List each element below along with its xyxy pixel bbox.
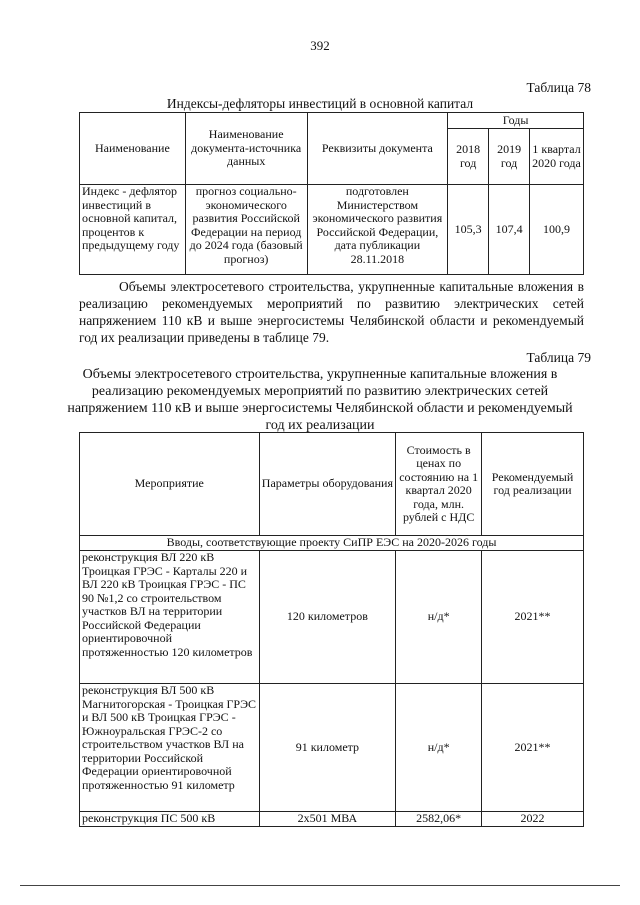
t78-header-2018: 2018 год [448, 129, 489, 185]
table-row [80, 551, 584, 684]
t79-row2-cost: н/д* [396, 684, 482, 812]
table79 [79, 432, 584, 827]
table78-label: Таблица 78 [526, 80, 591, 95]
t79-row3-params: 2х501 МВА [259, 812, 396, 827]
t79-header-year: Рекомендуемый год реализации [482, 433, 584, 536]
t78-header-years: Годы [448, 113, 584, 129]
table-row [80, 812, 584, 827]
t79-row2-year: 2021** [482, 684, 584, 812]
t78-cell-2019: 107,4 [489, 185, 530, 275]
t78-header-source: Наименование документа-источника данных [185, 113, 307, 185]
table79-label: Таблица 79 [526, 350, 591, 365]
t79-row3-year: 2022 [482, 812, 584, 827]
t79-row2-event: реконструкция ВЛ 500 кВ Магнитогорская - Троицкая ГРЭС и ВЛ 500 кВ Троицкая ГРЭС - Южноуральская ГРЭС-2 со строительством участков ВЛ на территории Российской Федерации ориентировочной протяженностью 91 километр [80, 684, 260, 812]
page-bottom-rule [20, 885, 620, 886]
t79-header-event: Мероприятие [80, 433, 260, 536]
t78-cell-source: прогноз социально-экономического развития Российской Федерации на период до 2024 года (базовый прогноз) [185, 185, 307, 275]
t79-row3-cost: 2582,06* [396, 812, 482, 827]
body-paragraph [79, 278, 584, 346]
t78-header-name: Наименование [80, 113, 186, 185]
t79-row1-params: 120 километров [259, 551, 396, 684]
t78-header-q1-2020: 1 квартал 2020 года [530, 129, 584, 185]
t79-row1-event: реконструкция ВЛ 220 кВ Троицкая ГРЭС - Карталы 220 и ВЛ 220 кВ Троицкая ГРЭС - ПС 90 №1,2 со строительством участков ВЛ на территории Российской Федерации ориентировочной протяженностью 120 километров [80, 551, 260, 684]
t79-row3-event: реконструкция ПС 500 кВ [80, 812, 260, 827]
table78-title: Индексы-дефляторы инвестиций в основной капитал [166, 96, 474, 111]
t79-header-cost: Стоимость в ценах по состоянию на 1 квартал 2020 года, млн. рублей с НДС [396, 433, 482, 536]
t79-row1-cost: н/д* [396, 551, 482, 684]
t79-row2-params: 91 километр [259, 684, 396, 812]
page-number: 392 [310, 38, 330, 53]
t79-header-params: Параметры оборудования [259, 433, 396, 536]
table-row [80, 684, 584, 812]
t78-header-requisites: Реквизиты документа [307, 113, 448, 185]
table79-title: Объемы электросетевого строительства, укрупненные капитальные вложения в реализацию рекомендуемых мероприятий по развитию электрических сетей напряжением 110 кВ и выше энергосистемы Челябинской области и рекомендуемый год их реализации [67, 367, 573, 433]
t78-header-2019: 2019 год [489, 129, 530, 185]
t79-row1-year: 2021** [482, 551, 584, 684]
t78-cell-requisites: подготовлен Министерством экономического развития Российской Федерации, дата публикации 28.11.2018 [307, 185, 448, 275]
t79-section-row: Вводы, соответствующие проекту СиПР ЕЭС на 2020-2026 годы [80, 536, 584, 551]
table78 [79, 112, 584, 275]
t78-cell-2018: 105,3 [448, 185, 489, 275]
t78-cell-q1-2020: 100,9 [530, 185, 584, 275]
t78-cell-name: Индекс - дефлятор инвестиций в основной капитал, процентов к предыдущему году [80, 185, 186, 275]
body-paragraph-text: Объемы электросетевого строительства, укрупненные капитальные вложения в реализацию рекомендуемых мероприятий по развитию электрических сетей напряжением 110 кВ и выше энергосистемы Челябинской области и рекомендуемый год их реализации приведены в таблице 79. [79, 279, 584, 345]
